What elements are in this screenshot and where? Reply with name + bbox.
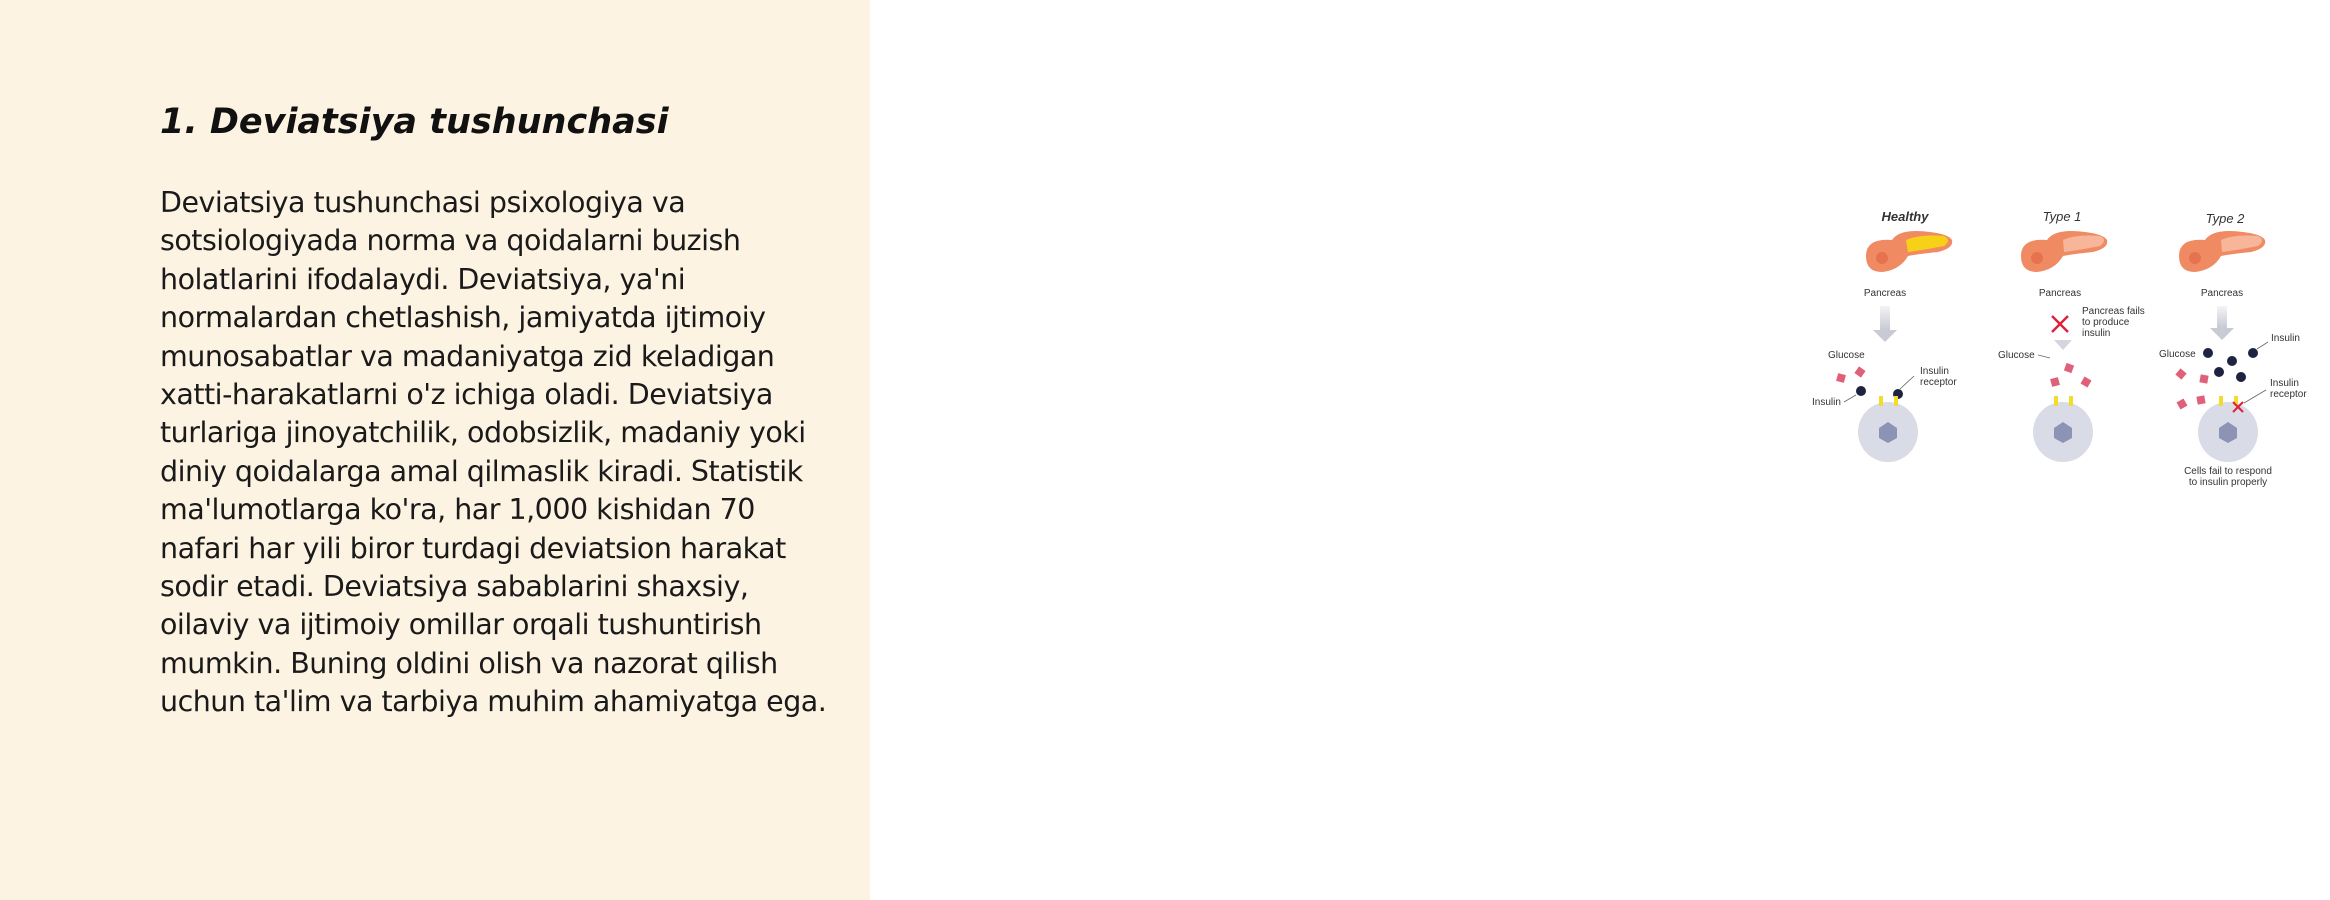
healthy-receptor-label-1: Insulin [1920, 366, 1949, 377]
insulin-icon [2214, 367, 2224, 377]
type1-heading: Type 1 [2042, 209, 2082, 224]
healthy-column [1812, 209, 1957, 462]
type1-column [1998, 209, 2145, 462]
type2-heading: Type 2 [2205, 211, 2245, 226]
type1-down-arrow-icon [2054, 340, 2072, 350]
image-panel [870, 0, 2307, 900]
slide-body-text: Deviatsiya tushunchasi psixologiya va sotsiologiyada norma va qoidalarni buzish holatlarini ifodalaydi. Deviatsiya, ya'ni normalardan chetlashish, jamiyatda ijtimoiy munosabatlar va madaniyatga zid keladigan xatti-harakatlarni o'z ichiga oladi. Deviatsiya turlariga jinoyatchilik, odobsizlik, madaniy yoki diniy qoidalarga amal qilmaslik kiradi. Statistik ma'lumotlarga ko'ra, har 1,000 kishidan 70 nafari har yili biror turdagi deviatsion harakat sodir etadi. Deviatsiya sabablarini shaxsiy, oilaviy va ijtimoiy omillar orqali tushuntirish mumkin. Buning oldini olish va nazorat qilish uchun ta'lim va tarbiya muhim ahamiyatga ega. [160, 186, 827, 719]
type2-cell-icon [2198, 396, 2258, 462]
type2-note-label-1: Cells fail to respond [2184, 466, 2272, 477]
healthy-receptor-label-2: receptor [1920, 377, 1957, 388]
type1-fail-label-3: insulin [2082, 328, 2111, 339]
type2-column [2159, 211, 2307, 488]
type2-receptor-label-1: Insulin [2270, 378, 2299, 389]
type1-cell-icon [2033, 396, 2093, 462]
healthy-insulin-label: Insulin [1812, 397, 1841, 408]
glucose-icon [1836, 373, 1846, 383]
type2-down-arrow-icon [2210, 306, 2234, 340]
healthy-pancreas-label: Pancreas [1863, 288, 1907, 299]
type1-pancreas-icon [2021, 231, 2107, 272]
glucose-icon [2050, 377, 2060, 387]
type2-receptor-label-2: receptor [2270, 389, 2307, 400]
glucose-icon [2064, 363, 2074, 373]
diabetes-diagram [1810, 200, 2330, 510]
healthy-down-arrow-icon [1873, 306, 1897, 342]
type2-insulin-label: Insulin [2271, 333, 2300, 344]
healthy-cell-icon [1858, 396, 1918, 462]
healthy-heading: Healthy [1881, 209, 1929, 224]
type1-pancreas-label: Pancreas [2038, 288, 2082, 299]
type1-fail-x-icon [2052, 316, 2068, 332]
type1-fail-label-1: Pancreas fails [2082, 306, 2145, 317]
insulin-icon [2227, 356, 2237, 366]
type1-fail-label-2: to produce [2082, 317, 2130, 328]
glucose-icon [2175, 368, 2186, 379]
glucose-icon [1854, 366, 1865, 377]
glucose-icon [2177, 399, 2188, 410]
healthy-pancreas-icon [1866, 231, 1952, 272]
type2-pancreas-label: Pancreas [2200, 288, 2244, 299]
insulin-icon [2248, 348, 2258, 358]
type2-note-label-2: to insulin properly [2188, 477, 2268, 488]
insulin-icon [2203, 348, 2213, 358]
healthy-glucose-label: Glucose [1828, 350, 1865, 361]
glucose-icon [2199, 374, 2208, 383]
text-panel [0, 0, 870, 900]
glucose-icon [2081, 377, 2092, 388]
insulin-icon [2236, 372, 2246, 382]
type2-pancreas-icon [2179, 231, 2265, 272]
slide-title: 1. Deviatsiya tushunchasi [160, 102, 669, 142]
type1-glucose-label: Glucose [1998, 350, 2035, 361]
glucose-icon [2196, 395, 2205, 404]
type2-glucose-label: Glucose [2159, 349, 2196, 360]
insulin-icon [1856, 386, 1866, 396]
